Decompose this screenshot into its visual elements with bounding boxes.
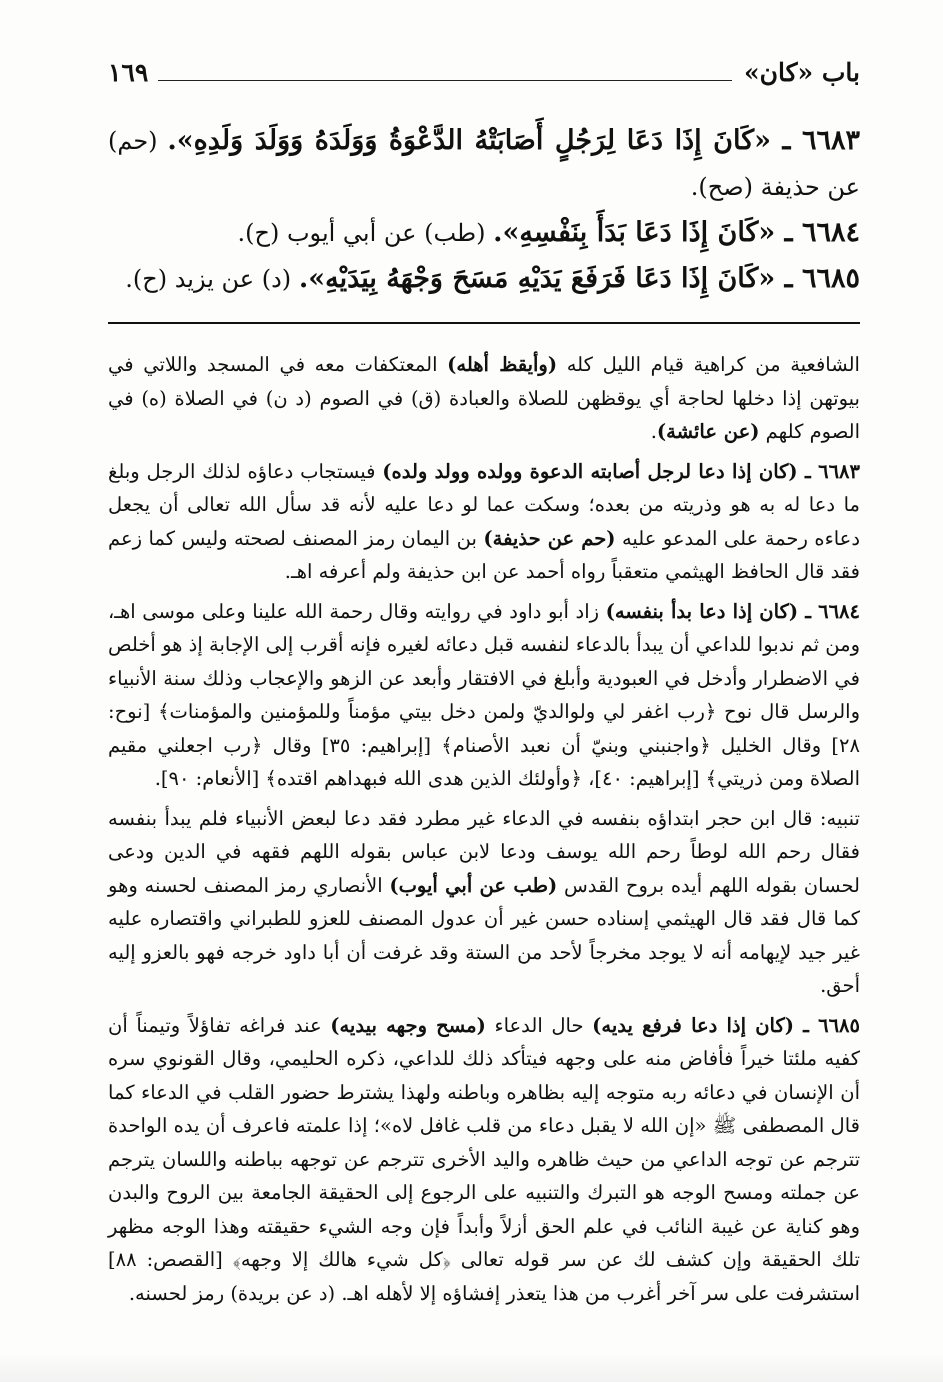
commentary-section — [108, 348, 860, 1316]
scan-edge — [0, 1352, 943, 1382]
commentary-paragraph-continued — [108, 348, 860, 449]
hadith-6684 — [108, 210, 860, 256]
bold-quote: ٦٦٨٣ ـ (كان إذا دعا لرجل أصابته الدعوة وولده وولد ولده) — [382, 459, 860, 483]
hadith-source: (طب) عن أبي أيوب (ح). — [237, 219, 494, 247]
text-run: . — [650, 420, 657, 443]
hadith-source: (حم) عن حذيفة (صح). — [108, 127, 860, 201]
hadith-6683 — [108, 118, 860, 210]
commentary-paragraph-6684 — [108, 595, 860, 796]
hadith-text-section — [108, 118, 860, 302]
header-rule — [158, 80, 732, 81]
text-run: بن اليمان رمز المصنف لصحته وليس كما زعم فقد قال الحافظ الهيثمي متعقباً رواه أحمد عن ابن حذيفة ولم أعرفه اهـ. — [108, 526, 860, 583]
bold-quote: (عن عائشة) — [656, 420, 760, 443]
page-header — [108, 58, 860, 92]
hadith-text: ٦٦٨٣ ـ «كَانَ إِذَا دَعَا لِرَجُلٍ أَصَابَتْهُ الدَّعْوَةُ وَوَلَدَهُ وَوَلَدَ وَلَدِهِ». — [167, 125, 860, 156]
hadith-text: ٦٦٨٥ ـ «كَانَ إِذَا دَعَا فَرَفَعَ يَدَيْهِ مَسَحَ وَجْهَهُ بِيَدَيْهِ». — [298, 263, 860, 294]
bold-quote: ٦٦٨٥ ـ (كان إذا دعا فرفع يديه) — [592, 1013, 860, 1037]
bold-quote: (حم عن حذيفة) — [483, 526, 616, 550]
hadith-source: (د) عن يزيد (ح). — [125, 265, 299, 293]
commentary-paragraph-note — [108, 802, 860, 1003]
bold-quote: ٦٦٨٤ ـ (كان إذا دعا بدأ بنفسه) — [605, 599, 860, 623]
text-run: زاد أبو داود في روايته وقال رحمة الله علينا وعلى موسى اهـ، ومن ثم ندبوا للداعي أن يبدأ بالدعاء لنفسه قبل دعائه لغيره فإنه أقرب إلى الإجابة إذ هو أخلص في الاضطرار وأدخل في العبودية وأبلغ في الافتقار وأبعد عن الزهو والإعجاب وذلك سنة الأنبياء والرسل قال نوح ﴿رب اغفر لي ولوالديّ ولمن دخل بيتي مؤمناً وللمؤمنين والمؤمنات﴾ [نوح: ٢٨] وقال الخليل ﴿واجنبني وبنيّ أن نعبد الأصنام﴾ [إبراهيم: ٣٥] وقال ﴿رب اجعلني مقيم الصلاة ومن ذريتي﴾ [إبراهيم: ٤٠]، ﴿وأولئك الذين هدى الله فبهداهم اقتده﴾ [الأنعام: ٩٠]. — [108, 599, 860, 790]
hadith-text: ٦٦٨٤ ـ «كَانَ إِذَا دَعَا بَدَأَ بِنَفْسِهِ». — [493, 217, 860, 248]
section-divider — [108, 322, 860, 324]
text-run: الشافعية من كراهية قيام الليل كله — [557, 353, 860, 376]
text-run: الأنصاري رمز المصنف لحسنه وهو كما قال فقد قال الهيثمي إسناده حسن غير أن عدول المصنف للعزو للطبراني واقتصاره عليه غير جيد لإيهامه أنه لا يوجد مخرجاً لأحد من الستة وقد غرفت أن أبا داود خرجه فهو بالعزو إليه أحق. — [108, 873, 860, 997]
text-run: المعتكفات معه في المسجد واللاتي في بيوتهن إذا دخلها لحاجة أي يوقظهن للصلاة والعبادة (ق) في الصوم (د ن) في الصلاة (ه) في الصوم كلهم — [108, 353, 860, 443]
text-run: حال الدعاء — [485, 1013, 593, 1037]
chapter-title: باب «كان» — [744, 58, 860, 87]
text-run: عند فراغه تفاؤلاً وتيمناً أن كفيه ملئتا خيراً فأفاض منه على وجهه فيتأكد ذلك للداعي، ذكره الحليمي، وقال القونوي سره أن الإنسان في دعائه ربه متوجه إليه بظاهره وباطنه ولهذا يشترط حضور القلب في الدعاء كما قال المصطفى ﷺ «إن الله لا يقبل دعاء من قلب غافل لاه»؛ إذا علمته فاعرف أن يده الواحدة تترجم عن توجه الداعي من حيث ظاهره واليد الأخرى تترجم عن توجهه بباطنه واللسان يترجم عن جملته ومسح الوجه هو التبرك والتنبيه على الرجوع إلى الحقيقة الجامعة بين الروح والبدن وهو كناية عن غيبة النائب في علم الحق أزلاً وأبداً فإن وجه الشيء حقيقته وهذا الوجه مظهر تلك الحقيقة وإن كشف لك عن سر قوله تعالى ﴿كل شيء هالك إلا وجهه﴾ [القصص: ٨٨] استشرفت على سر آخر أغرب من هذا يتعذر إفشاؤه إلا لأهله اهـ. (د عن بريدة) رمز لحسنه. — [108, 1013, 860, 1305]
bold-quote: (طب عن أبي أيوب) — [389, 873, 558, 897]
text-run: فيستجاب دعاؤه لذلك الرجل وبلغ ما دعا له به هو وذريته من بعده؛ وسكت عما لو دعا عليه لأنه قد سأل الله تعالى أن يجعل دعاءه رحمة على المدعو عليه — [108, 459, 861, 550]
bold-quote: (مسح وجهه بيديه) — [330, 1013, 486, 1037]
page-number: ١٦٩ — [108, 58, 149, 87]
commentary-paragraph-6685 — [108, 1009, 860, 1311]
bold-quote: (وأيقظ أهله) — [447, 353, 558, 376]
text-run: تنبيه: قال ابن حجر ابتداؤه بنفسه في الدعاء غير مطرد فقد دعا لبعض الأنبياء فلم يبدأ بنفسه فقال رحم الله لوطاً رحم الله يوسف ودعا لابن عباس بقوله اللهم فقهه في الدين ودعى لحسان بقوله اللهم أيده بروح القدس — [108, 806, 860, 897]
hadith-6685 — [108, 256, 860, 302]
commentary-paragraph-6683 — [108, 455, 860, 589]
